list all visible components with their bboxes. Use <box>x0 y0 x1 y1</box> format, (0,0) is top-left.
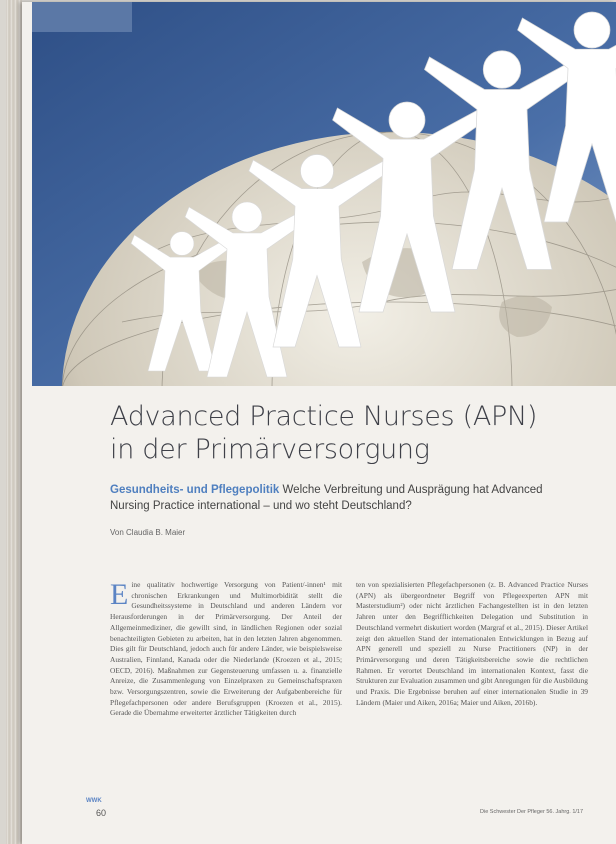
hero-image <box>32 2 616 386</box>
title-line-2: in der Primärversorgung <box>110 434 430 465</box>
journal-footer: Die Schwester Der Pfleger 56. Jahrg. 1/17 <box>480 809 584 815</box>
magazine-page <box>22 2 616 844</box>
article-lead <box>110 482 560 514</box>
body-column-left <box>110 580 342 719</box>
paper-dolls-globe-illustration <box>32 2 616 386</box>
title-line-1: Advanced Practice Nurses (APN) <box>110 401 538 432</box>
body-text-left: ine qualitativ hochwertige Versorgung von Patient/-innen¹ mit chronischen Erkrankungen und Multimorbidität stellt die Gesundheitssysteme in Deutschland und anderen Ländern vor Herausforderungen in der Primärversorgung. Der Anteil der Allgemeinmediziner, die gewillt sind, in ländlichen Regionen oder sozial benachteiligten Gebieten zu arbeiten, hat in den letzten Jahren abgenommen. Dies gilt für Deutschland, jedoch auch für andere Länder, wie beispielsweise Australien, Finnland, Kanada oder die Niederlande (Kroezen et al., 2015; OECD, 2016). Maßnahmen zur Gegensteuerung umfassen u. a. finanzielle Anreize, die Zusammenlegung von Einzelpraxen zu Gemeinschaftspraxen bzw. Versorgungszentren, sowie die Erweiterung der Aufgabenbereiche für Pflegefachpersonen oder andere Berufsgruppen (Kroezen et al., 2015). Gerade die Übernahme erweiterter ärztlicher Tätigkeiten durch <box>110 580 342 718</box>
page-stack-edge <box>6 0 22 844</box>
page-number: 60 <box>96 808 107 818</box>
lead-keyword: Gesundheits- und Pflegepolitik <box>110 484 280 496</box>
body-column-right <box>356 580 588 708</box>
article-title <box>110 400 610 466</box>
body-text-right: ten von spezialisierten Pflegefachpersonen (z. B. Advanced Practice Nurses (APN) als übergeordneter Begriff von Pflegeexperten APN mit Masterstudium²) oder nicht ärztlichen Fachangestellten ist in den letzten Jahren unter den Begrifflichkeiten Delegation und Substitution in Deutschland vermehrt diskutiert worden (Margraf et al., 2015). Dieser Artikel zeigt den aktuellen Stand der internationalen Entwicklungen in Bezug auf APN generell und speziell zu Nurse Practitioners (NP) in der Primärversorgung und deren Tätigkeitsbereiche sowie die rechtlichen Rahmen. Er verortet Deutschland im internationalen Kontext, fasst die Strukturen zur Evaluation zusammen und gibt Anregungen für die Ausbildung und Praxis. Die Ergebnisse beruhen auf einer internationalen Studie in 39 Ländern (Maier und Aiken, 2016a; Maier und Aiken, 2016b). <box>356 580 588 707</box>
lead-text: Welche Verbreitung und Ausprägung hat Advanced Nursing Practice international – und wo steht Deutschland? <box>110 484 543 512</box>
corner-color-tab <box>32 2 132 32</box>
byline: Von Claudia B. Maier <box>110 528 186 537</box>
publisher-logo-icon: WWK <box>86 798 102 804</box>
dropcap: E <box>110 578 129 611</box>
